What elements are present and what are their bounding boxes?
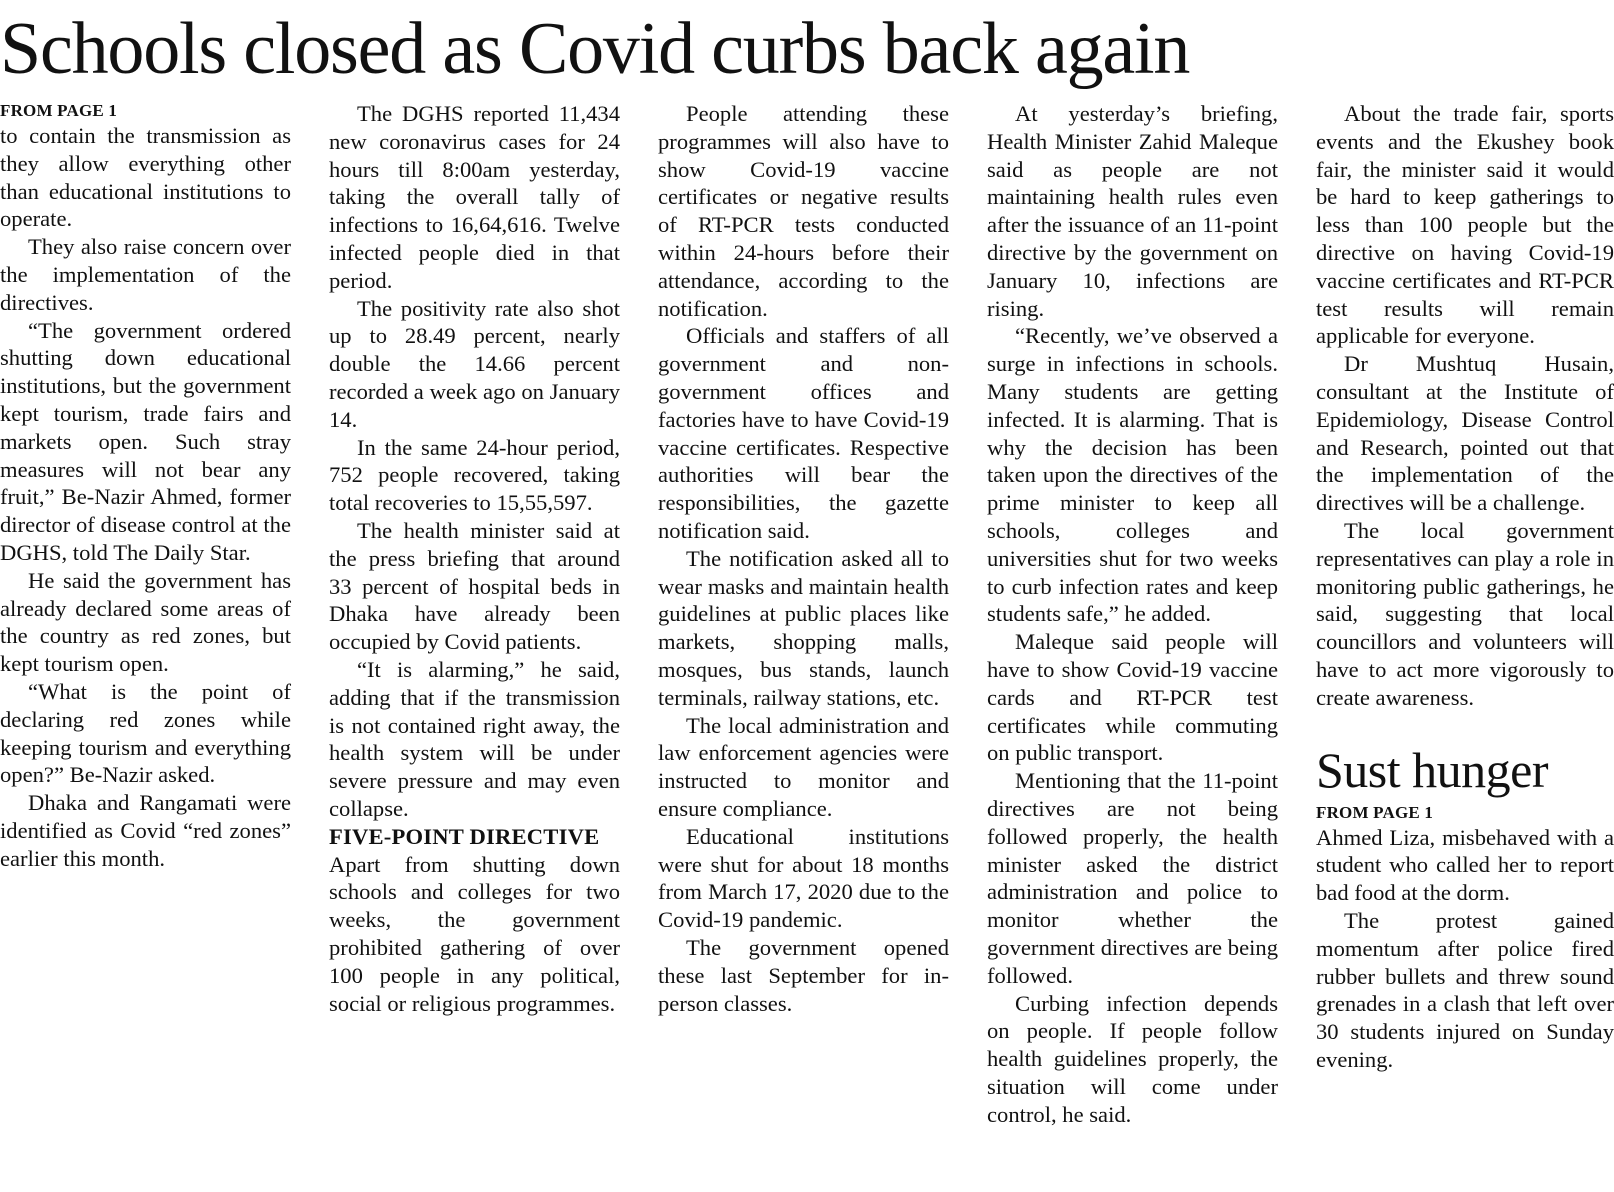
paragraph: Dr Mushtuq Husain, consultant at the Institute of Epidemiology, Disease Control and Research, pointed out that the implementation of the directives will be a challenge. <box>1316 351 1614 516</box>
paragraph: Maleque said people will have to show Covid-19 vaccine cards and RT-PCR test certificates while commuting on public transport. <box>987 629 1278 766</box>
paragraph: “It is alarming,” he said, adding that if the transmission is not contained right away, the health system will be under severe pressure and may even collapse. <box>329 656 620 821</box>
paragraph: Officials and staffers of all government and non-government offices and factories have to have Covid-19 vaccine certificates. Respective authorities will bear the responsibilities, the gazette notification said. <box>658 323 949 543</box>
paragraph: Curbing infection depends on people. If people follow health guidelines properly, the situation will come under control, he said. <box>987 990 1278 1127</box>
paragraph: People attending these programmes will also have to show Covid-19 vaccine certificates or negative results of RT-PCR tests conducted within 24-hours before their attendance, according to the notification. <box>658 101 949 321</box>
paragraph: Dhaka and Rangamati were identified as Covid “red zones” earlier this month. <box>0 790 291 871</box>
from-page-kicker: FROM PAGE 1 <box>0 101 118 120</box>
column-5 <box>1316 100 1614 1074</box>
paragraph: The local administration and law enforcement agencies were instructed to monitor and ensure compliance. <box>658 712 949 821</box>
paragraph: The government opened these last September for in-person classes. <box>658 934 949 1016</box>
paragraph: The health minister said at the press briefing that around 33 percent of hospital beds in Dhaka have already been occupied by Covid patients. <box>329 517 620 655</box>
paragraph: He said the government has already declared some areas of the country as red zones, but kept tourism open. <box>0 567 291 677</box>
paragraph: Educational institutions were shut for about 18 months from March 17, 2020 due to the Covid-19 pandemic. <box>658 823 949 933</box>
section-subhead: FIVE-POINT DIRECTIVE <box>329 823 600 849</box>
paragraph: At yesterday’s briefing, Health Minister Zahid Maleque said as people are not maintaining health rules even after the issuance of an 11-point directive by the government on January 10, infections are rising. <box>987 101 1278 321</box>
paragraph: They also raise concern over the implementation of the directives. <box>0 234 291 315</box>
paragraph: “What is the point of declaring red zones while keeping tourism and everything open?” Be-Nazir asked. <box>0 678 291 788</box>
paragraph: “Recently, we’ve observed a surge in infections in schools. Many students are getting infected. It is alarming. That is why the decision has been taken upon the directives of the prime minister to keep all schools, colleges and universities shut for two weeks to curb infection rates and keep students safe,” he added. <box>987 323 1278 627</box>
column-1 <box>0 100 291 873</box>
second-story-kicker: FROM PAGE 1 <box>1316 802 1434 822</box>
paragraph: The notification asked all to wear masks and maintain health guidelines at public places like markets, shopping malls, mosques, bus stands, launch terminals, railway stations, etc. <box>658 545 949 710</box>
column-2 <box>329 100 620 1017</box>
paragraph: Ahmed Liza, misbehaved with a student who called her to report bad food at the dorm. <box>1316 824 1614 906</box>
paragraph: The DGHS reported 11,434 new coronavirus cases for 24 hours till 8:00am yesterday, taking the overall tally of infections to 16,64,616. Twelve infected people died in that period. <box>329 101 620 293</box>
paragraph: In the same 24-hour period, 752 people recovered, taking total recoveries to 15,55,597. <box>329 434 620 516</box>
second-story-headline: Sust hunger <box>1316 741 1548 798</box>
paragraph: Apart from shutting down schools and colleges for two weeks, the government prohibited gathering of over 100 people in any political, social or religious programmes. <box>329 851 620 1016</box>
column-3 <box>658 100 949 1017</box>
paragraph: The protest gained momentum after police fired rubber bullets and threw sound grenades in a clash that left over 30 students injured on Sunday evening. <box>1316 907 1614 1072</box>
paragraph: “The government ordered shutting down educational institutions, but the government kept tourism, trade fairs and markets open. Such stray measures will not bear any fruit,” Be-Nazir Ahmed, former director of disease control at the DGHS, told The Daily Star. <box>0 317 291 565</box>
paragraph: Mentioning that the 11-point directives are not being followed properly, the health minister asked the district administration and police to monitor whether the government directives are being followed. <box>987 768 1278 988</box>
paragraph: to contain the transmission as they allow everything other than educational institutions to operate. <box>0 123 291 232</box>
paragraph: About the trade fair, sports events and the Ekushey book fair, the minister said it would be hard to keep gatherings to less than 100 people but the directive on having Covid-19 vaccine certificates and RT-PCR test results will remain applicable for everyone. <box>1316 101 1614 349</box>
main-headline: Schools closed as Covid curbs back again <box>0 8 1190 90</box>
column-4 <box>987 100 1278 1128</box>
paragraph: The positivity rate also shot up to 28.49 percent, nearly double the 14.66 percent recorded a week ago on January 14. <box>329 295 620 432</box>
paragraph: The local government representatives can play a role in monitoring public gatherings, he said, suggesting that local councillors and volunteers will have to act more vigorously to create awareness. <box>1316 517 1614 710</box>
